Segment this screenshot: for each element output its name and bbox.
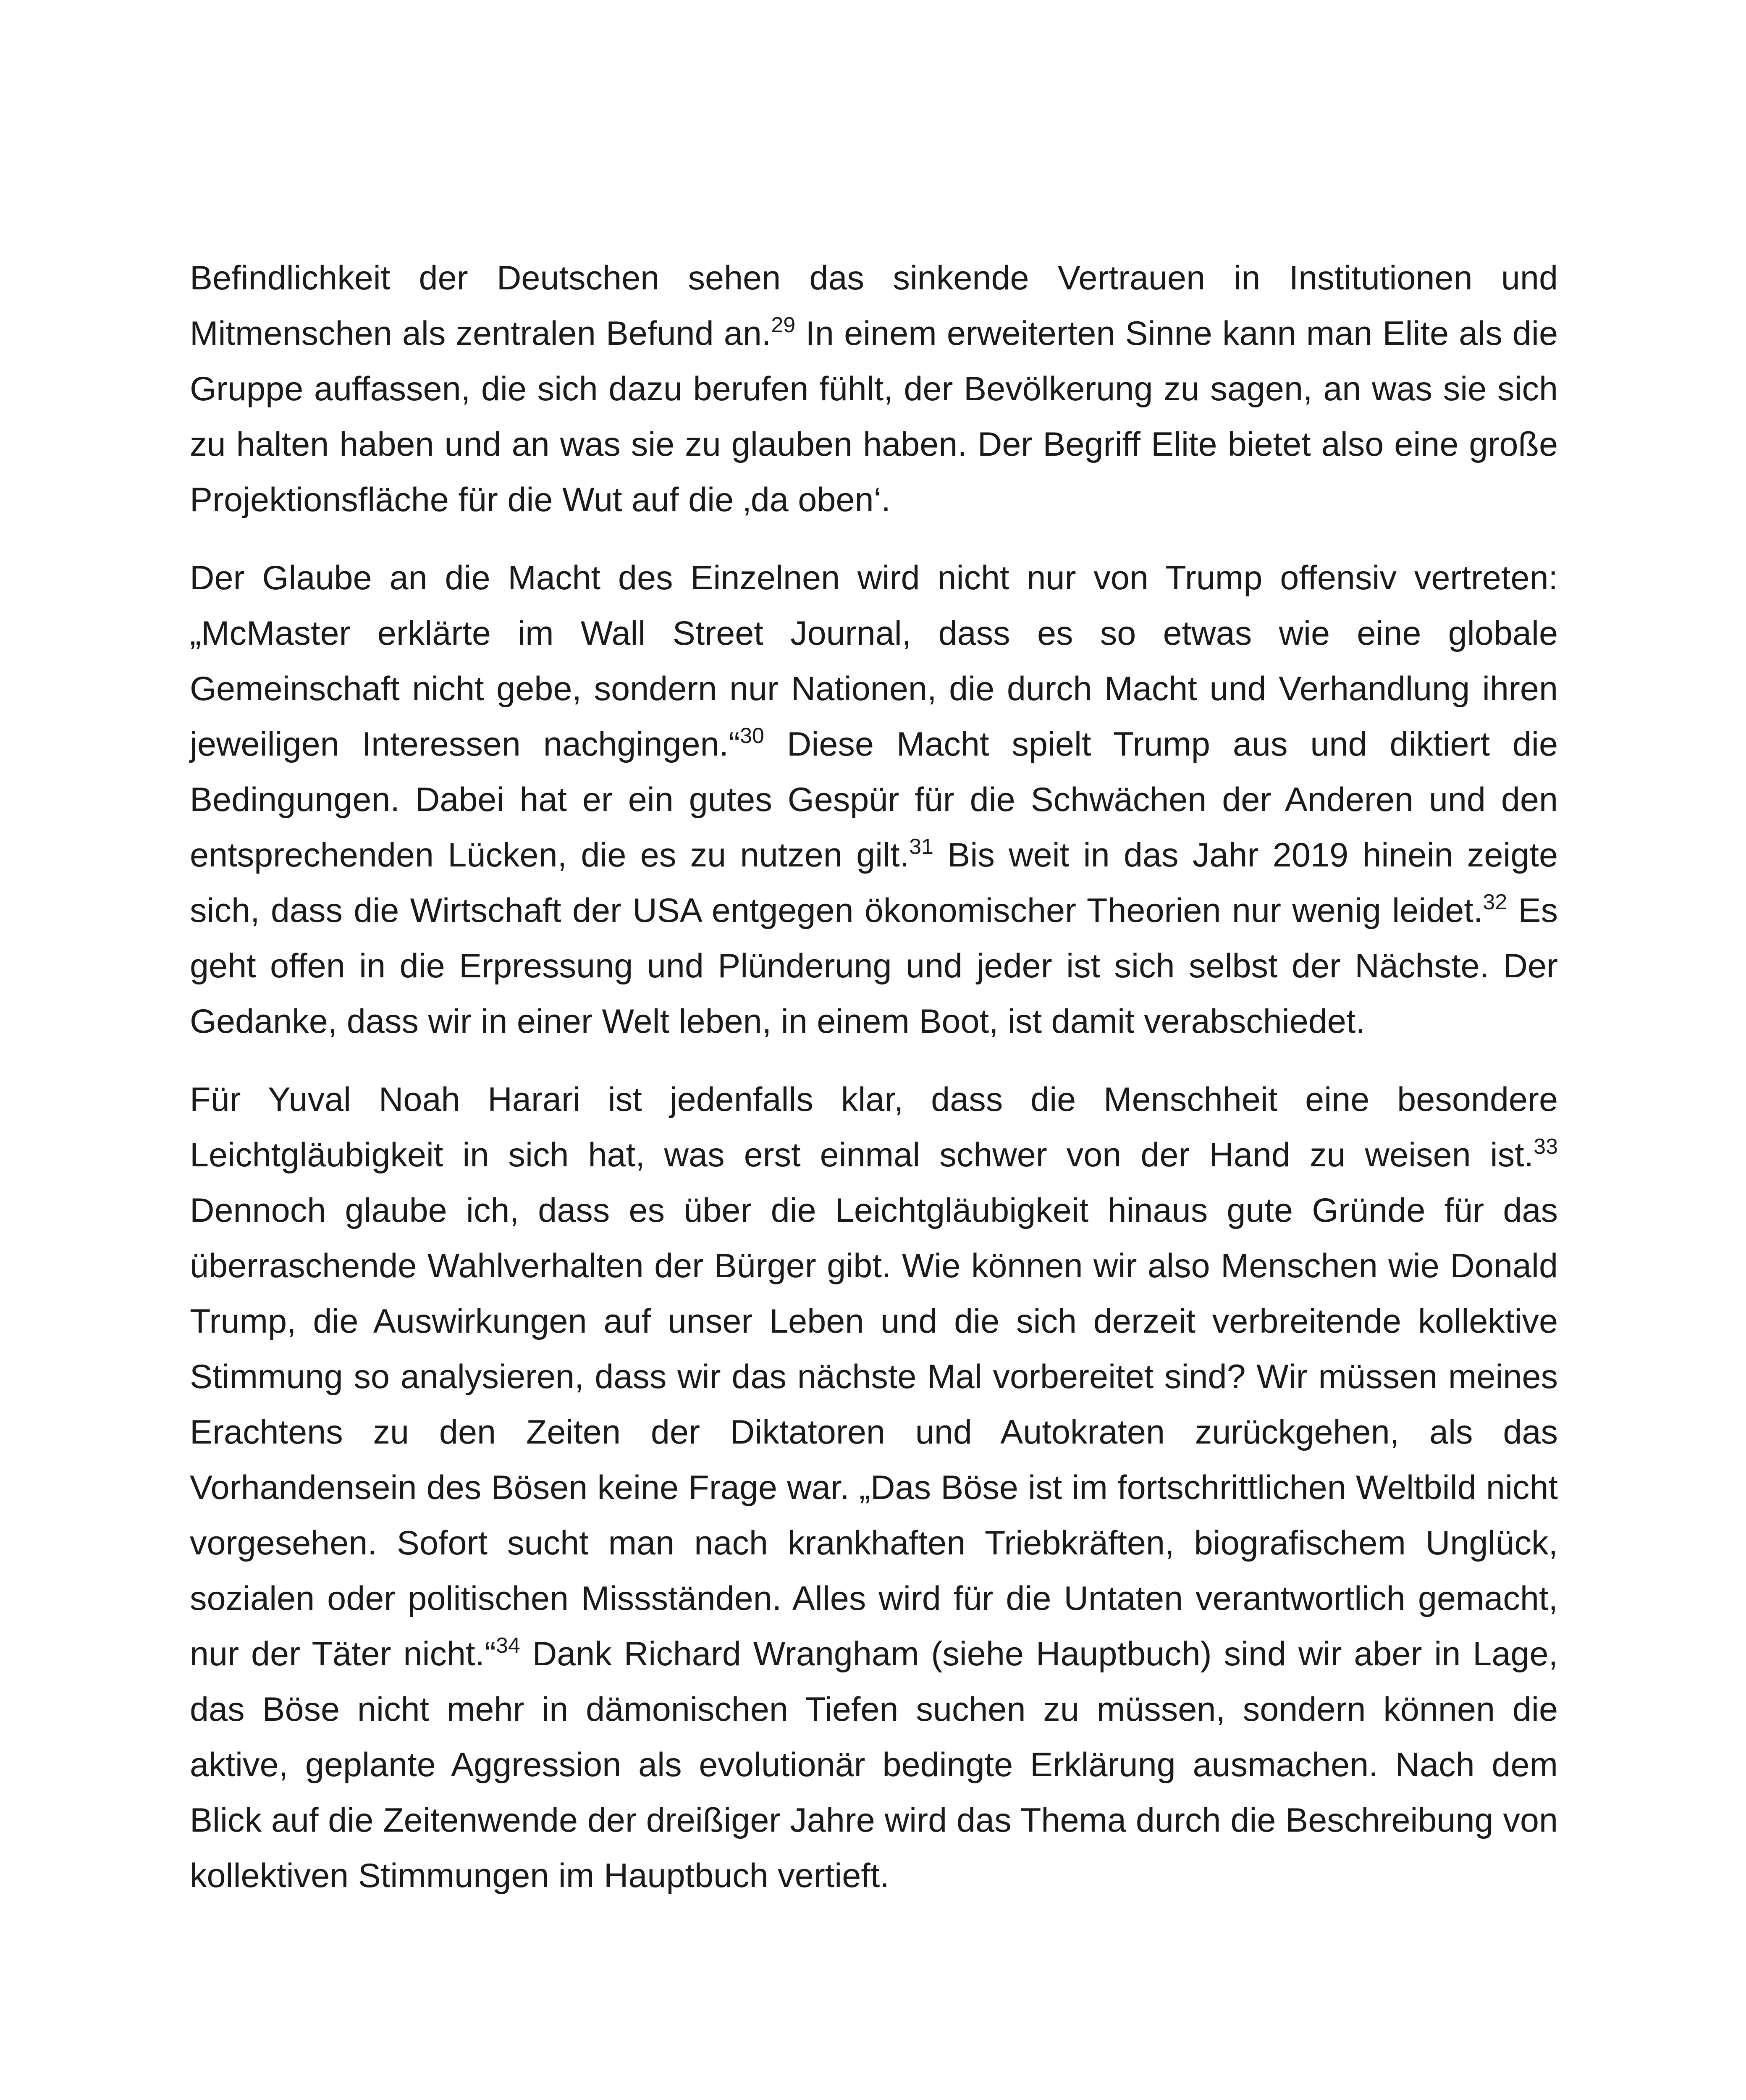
footnote-marker: 31	[909, 835, 933, 859]
paragraph-2	[190, 550, 1558, 1049]
paragraph-text: Der Glaube an die Macht des Einzelnen wird nicht nur von Trump offensiv vertreten: „McMaster erklärte im Wall Street Journal, dass es so etwas wie eine globale Gemeinschaft nicht gebe, sondern nur Nationen, die durch Macht und Verhandlung ihren jeweiligen Interessen nachgingen.“	[190, 559, 1558, 763]
paragraph-text: Für Yuval Noah Harari ist jedenfalls klar, dass die Menschheit eine besondere Leichtgläubigkeit in sich hat, was erst einmal schwer von der Hand zu weisen ist.	[190, 1081, 1558, 1174]
paragraph-3	[190, 1072, 1558, 1903]
paragraph-text: In einem erweiterten Sinne kann man Elite als die Gruppe auffassen, die sich dazu berufen fühlt, der Bevölkerung zu sagen, an was sie sich zu halten haben und an was sie zu glauben haben. Der Begriff Elite bietet also eine große Projektionsfläche für die Wut auf die ‚da oben‘.	[190, 315, 1558, 519]
footnote-marker: 32	[1483, 890, 1507, 914]
paragraph-text: Dank Richard Wrangham (siehe Hauptbuch) sind wir aber in Lage, das Böse nicht mehr in dämonischen Tiefen suchen zu müssen, sondern können die aktive, geplante Aggression als evolutionär bedingte Erklärung ausmachen. Nach dem Blick auf die Zeitenwende der dreißiger Jahre wird das Thema durch die Beschreibung von kollektiven Stimmungen im Hauptbuch vertieft.	[190, 1635, 1558, 1895]
paragraph-text: Es geht offen in die Erpressung und Plünderung und jeder ist sich selbst der Nächste. Der Gedanke, dass wir in einer Welt leben, in einem Boot, ist damit verabschiedet.	[190, 892, 1558, 1040]
paragraph-1	[190, 250, 1558, 528]
footnote-marker: 34	[496, 1633, 520, 1658]
footnote-marker: 33	[1534, 1134, 1558, 1159]
paragraph-text: Diese Macht spielt Trump aus und diktiert die Bedingungen. Dabei hat er ein gutes Gespür für die Schwächen der Anderen und den entsprechenden Lücken, die es zu nutzen gilt.	[190, 725, 1558, 874]
footnote-marker: 29	[771, 313, 796, 337]
paragraph-text: Dennoch glaube ich, dass es über die Leichtgläubigkeit hinaus gute Gründe für das überraschende Wahlverhalten der Bürger gibt. Wie können wir also Menschen wie Donald Trump, die Auswirkungen auf unser Leben und die sich derzeit verbreitende kollektive Stimmung so analysieren, dass wir das nächste Mal vorbereitet sind? Wir müssen meines Erachtens zu den Zeiten der Diktatoren und Autokraten zurückgehen, als das Vorhandensein des Bösen keine Frage war. „Das Böse ist im fortschrittlichen Weltbild nicht vorgesehen. Sofort sucht man nach krankhaften Triebkräften, biografischem Unglück, sozialen oder politischen Missständen. Alles wird für die Untaten verantwortlich gemacht, nur der Täter nicht.“	[190, 1192, 1558, 1673]
body-text	[190, 250, 1558, 1903]
footnote-marker: 30	[740, 724, 764, 748]
paragraph-text: Bis weit in das Jahr 2019 hinein zeigte sich, dass die Wirtschaft der USA entgegen ökonomischer Theorien nur wenig leidet.	[190, 836, 1558, 929]
paragraph-text: Befindlichkeit der Deutschen sehen das sinkende Vertrauen in Institutionen und Mitmenschen als zentralen Befund an.	[190, 259, 1558, 352]
